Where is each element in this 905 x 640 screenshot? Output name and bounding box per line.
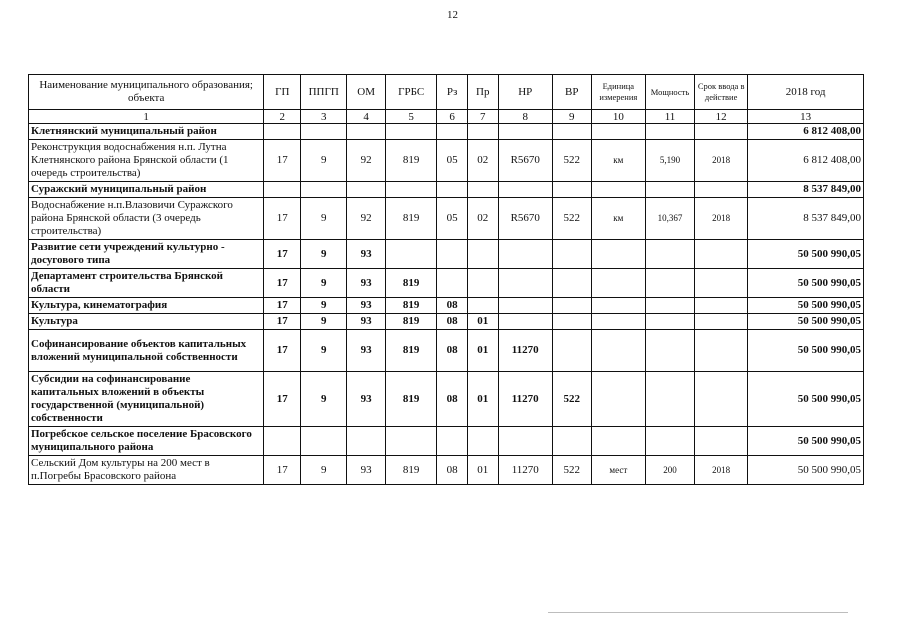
- cell-term: 2018: [695, 140, 748, 182]
- cell-vr: [552, 240, 591, 269]
- cell-term: 2018: [695, 456, 748, 485]
- cell-gp: 17: [264, 298, 301, 314]
- column-number: 4: [347, 110, 386, 124]
- cell-unit: [591, 314, 645, 330]
- cell-vr: [552, 182, 591, 198]
- cell-term: [695, 427, 748, 456]
- cell-pr: 01: [467, 330, 498, 372]
- cell-power: [645, 124, 694, 140]
- cell-grbs: 819: [386, 330, 437, 372]
- cell-power: [645, 330, 694, 372]
- cell-nr: [498, 240, 552, 269]
- cell-gp: 17: [264, 330, 301, 372]
- cell-power: [645, 240, 694, 269]
- header-cell: НР: [498, 75, 552, 110]
- cell-amount: 50 500 990,05: [748, 298, 864, 314]
- cell-ppgp: 9: [301, 456, 347, 485]
- cell-om: 93: [347, 456, 386, 485]
- cell-vr: [552, 298, 591, 314]
- cell-ppgp: 9: [301, 140, 347, 182]
- cell-om: [347, 182, 386, 198]
- cell-vr: [552, 427, 591, 456]
- cell-amount: 50 500 990,05: [748, 240, 864, 269]
- cell-nr: [498, 427, 552, 456]
- column-number: 9: [552, 110, 591, 124]
- cell-term: [695, 240, 748, 269]
- column-number: 2: [264, 110, 301, 124]
- cell-rz: [437, 182, 468, 198]
- cell-gp: 17: [264, 314, 301, 330]
- cell-term: [695, 182, 748, 198]
- cell-vr: 522: [552, 140, 591, 182]
- header-cell: 2018 год: [748, 75, 864, 110]
- cell-gp: [264, 124, 301, 140]
- page-number: 12: [447, 9, 458, 21]
- cell-ppgp: [301, 124, 347, 140]
- cell-name: Софинансирование объектов капитальных вложений муниципальной собственности: [29, 330, 264, 372]
- table-row: [29, 124, 864, 140]
- cell-rz: [437, 427, 468, 456]
- header-cell: ВР: [552, 75, 591, 110]
- column-number-row: [29, 110, 864, 124]
- cell-grbs: 819: [386, 298, 437, 314]
- cell-nr: 11270: [498, 456, 552, 485]
- cell-term: [695, 298, 748, 314]
- cell-rz: 08: [437, 456, 468, 485]
- cell-pr: [467, 427, 498, 456]
- header-cell: ГП: [264, 75, 301, 110]
- cell-name: Культура: [29, 314, 264, 330]
- cell-power: [645, 372, 694, 427]
- cell-power: [645, 427, 694, 456]
- cell-ppgp: 9: [301, 372, 347, 427]
- cell-om: 93: [347, 298, 386, 314]
- header-cell: Пр: [467, 75, 498, 110]
- cell-name: Водоснабжение н.п.Влазовичи Суражского района Брянской области (3 очередь строительства): [29, 198, 264, 240]
- cell-grbs: 819: [386, 269, 437, 298]
- cell-name: Культура, кинематография: [29, 298, 264, 314]
- table-row: [29, 427, 864, 456]
- cell-vr: 522: [552, 456, 591, 485]
- table-header-row: [29, 75, 864, 110]
- cell-rz: 08: [437, 372, 468, 427]
- cell-power: 5,190: [645, 140, 694, 182]
- cell-ppgp: 9: [301, 314, 347, 330]
- cell-amount: 50 500 990,05: [748, 372, 864, 427]
- cell-gp: 17: [264, 240, 301, 269]
- cell-gp: 17: [264, 372, 301, 427]
- cell-nr: [498, 124, 552, 140]
- cell-pr: 02: [467, 198, 498, 240]
- column-number: 1: [29, 110, 264, 124]
- cell-name: Субсидии на софинансирование капитальных вложений в объекты государственной (муниципальной) собственности: [29, 372, 264, 427]
- column-number: 13: [748, 110, 864, 124]
- cell-unit: [591, 298, 645, 314]
- cell-vr: 522: [552, 198, 591, 240]
- cell-unit: мест: [591, 456, 645, 485]
- cell-power: [645, 269, 694, 298]
- cell-om: 93: [347, 330, 386, 372]
- cell-grbs: [386, 182, 437, 198]
- cell-rz: [437, 269, 468, 298]
- cell-gp: 17: [264, 140, 301, 182]
- cell-unit: [591, 269, 645, 298]
- cell-name: Сельский Дом культуры на 200 мест в п.Погребы Брасовского района: [29, 456, 264, 485]
- cell-power: 10,367: [645, 198, 694, 240]
- cell-pr: [467, 298, 498, 314]
- table-row: [29, 140, 864, 182]
- cell-vr: [552, 124, 591, 140]
- table-row: [29, 182, 864, 198]
- column-number: 7: [467, 110, 498, 124]
- cell-om: 93: [347, 240, 386, 269]
- cell-grbs: [386, 427, 437, 456]
- cell-nr: R5670: [498, 140, 552, 182]
- cell-om: 93: [347, 372, 386, 427]
- cell-ppgp: 9: [301, 269, 347, 298]
- header-cell: Рз: [437, 75, 468, 110]
- cell-pr: [467, 269, 498, 298]
- cell-amount: 8 537 849,00: [748, 198, 864, 240]
- column-number: 8: [498, 110, 552, 124]
- cell-gp: [264, 182, 301, 198]
- cell-om: [347, 124, 386, 140]
- cell-rz: 08: [437, 298, 468, 314]
- cell-nr: [498, 269, 552, 298]
- cell-grbs: [386, 240, 437, 269]
- table-body: [29, 124, 864, 485]
- cell-pr: [467, 240, 498, 269]
- cell-vr: [552, 314, 591, 330]
- cell-rz: 05: [437, 198, 468, 240]
- header-cell: ГРБС: [386, 75, 437, 110]
- cell-name: Клетнянский муниципальный район: [29, 124, 264, 140]
- cell-vr: 522: [552, 372, 591, 427]
- cell-unit: [591, 372, 645, 427]
- cell-ppgp: 9: [301, 198, 347, 240]
- cell-om: 92: [347, 198, 386, 240]
- table-row: [29, 240, 864, 269]
- header-cell: Срок ввода в действие: [695, 75, 748, 110]
- cell-grbs: 819: [386, 198, 437, 240]
- cell-pr: 01: [467, 372, 498, 427]
- cell-unit: [591, 182, 645, 198]
- cell-name: Департамент строительства Брянской области: [29, 269, 264, 298]
- cell-pr: [467, 182, 498, 198]
- column-number: 5: [386, 110, 437, 124]
- cell-gp: [264, 427, 301, 456]
- header-cell: ОМ: [347, 75, 386, 110]
- cell-om: 93: [347, 314, 386, 330]
- cell-amount: 50 500 990,05: [748, 269, 864, 298]
- cell-power: [645, 314, 694, 330]
- table-row: [29, 198, 864, 240]
- cell-term: [695, 330, 748, 372]
- cell-ppgp: 9: [301, 240, 347, 269]
- cell-rz: [437, 124, 468, 140]
- cell-nr: [498, 298, 552, 314]
- cell-pr: 01: [467, 456, 498, 485]
- cell-name: Реконструкция водоснабжения н.п. Лутна Клетнянского района Брянской области (1 очередь строительства): [29, 140, 264, 182]
- column-number: 12: [695, 110, 748, 124]
- cell-amount: 50 500 990,05: [748, 314, 864, 330]
- scan-artifact: [548, 612, 848, 613]
- cell-term: [695, 372, 748, 427]
- cell-nr: [498, 314, 552, 330]
- cell-rz: [437, 240, 468, 269]
- cell-grbs: 819: [386, 372, 437, 427]
- cell-rz: 08: [437, 314, 468, 330]
- table-row: [29, 314, 864, 330]
- cell-unit: [591, 124, 645, 140]
- cell-grbs: 819: [386, 140, 437, 182]
- table-row: [29, 456, 864, 485]
- cell-nr: [498, 182, 552, 198]
- cell-term: [695, 269, 748, 298]
- column-number: 6: [437, 110, 468, 124]
- cell-amount: 50 500 990,05: [748, 330, 864, 372]
- table-row: [29, 269, 864, 298]
- cell-name: Погребское сельское поселение Брасовского муниципального района: [29, 427, 264, 456]
- cell-power: 200: [645, 456, 694, 485]
- cell-pr: 01: [467, 314, 498, 330]
- cell-nr: R5670: [498, 198, 552, 240]
- table-row: [29, 298, 864, 314]
- cell-ppgp: 9: [301, 298, 347, 314]
- cell-term: [695, 314, 748, 330]
- cell-pr: 02: [467, 140, 498, 182]
- cell-nr: 11270: [498, 330, 552, 372]
- cell-nr: 11270: [498, 372, 552, 427]
- column-number: 3: [301, 110, 347, 124]
- cell-om: 93: [347, 269, 386, 298]
- cell-gp: 17: [264, 269, 301, 298]
- cell-term: 2018: [695, 198, 748, 240]
- cell-amount: 50 500 990,05: [748, 427, 864, 456]
- cell-power: [645, 182, 694, 198]
- cell-unit: км: [591, 198, 645, 240]
- column-number: 11: [645, 110, 694, 124]
- cell-gp: 17: [264, 456, 301, 485]
- cell-unit: [591, 427, 645, 456]
- cell-om: [347, 427, 386, 456]
- cell-unit: км: [591, 140, 645, 182]
- cell-om: 92: [347, 140, 386, 182]
- cell-rz: 08: [437, 330, 468, 372]
- cell-name: Развитие сети учреждений культурно - досугового типа: [29, 240, 264, 269]
- cell-term: [695, 124, 748, 140]
- cell-amount: 6 812 408,00: [748, 140, 864, 182]
- cell-gp: 17: [264, 198, 301, 240]
- table-row: [29, 330, 864, 372]
- header-cell: ППГП: [301, 75, 347, 110]
- cell-rz: 05: [437, 140, 468, 182]
- budget-table: [28, 74, 864, 485]
- cell-grbs: 819: [386, 314, 437, 330]
- header-cell: Наименование муниципального образования; объекта: [29, 75, 264, 110]
- cell-unit: [591, 240, 645, 269]
- column-number: 10: [591, 110, 645, 124]
- table-row: [29, 372, 864, 427]
- cell-pr: [467, 124, 498, 140]
- cell-amount: 6 812 408,00: [748, 124, 864, 140]
- cell-ppgp: [301, 182, 347, 198]
- cell-grbs: 819: [386, 456, 437, 485]
- cell-amount: 50 500 990,05: [748, 456, 864, 485]
- cell-ppgp: [301, 427, 347, 456]
- cell-vr: [552, 330, 591, 372]
- header-cell: Мощность: [645, 75, 694, 110]
- cell-ppgp: 9: [301, 330, 347, 372]
- cell-amount: 8 537 849,00: [748, 182, 864, 198]
- cell-power: [645, 298, 694, 314]
- cell-vr: [552, 269, 591, 298]
- cell-grbs: [386, 124, 437, 140]
- header-cell: Единица измерения: [591, 75, 645, 110]
- cell-name: Суражский муниципальный район: [29, 182, 264, 198]
- cell-unit: [591, 330, 645, 372]
